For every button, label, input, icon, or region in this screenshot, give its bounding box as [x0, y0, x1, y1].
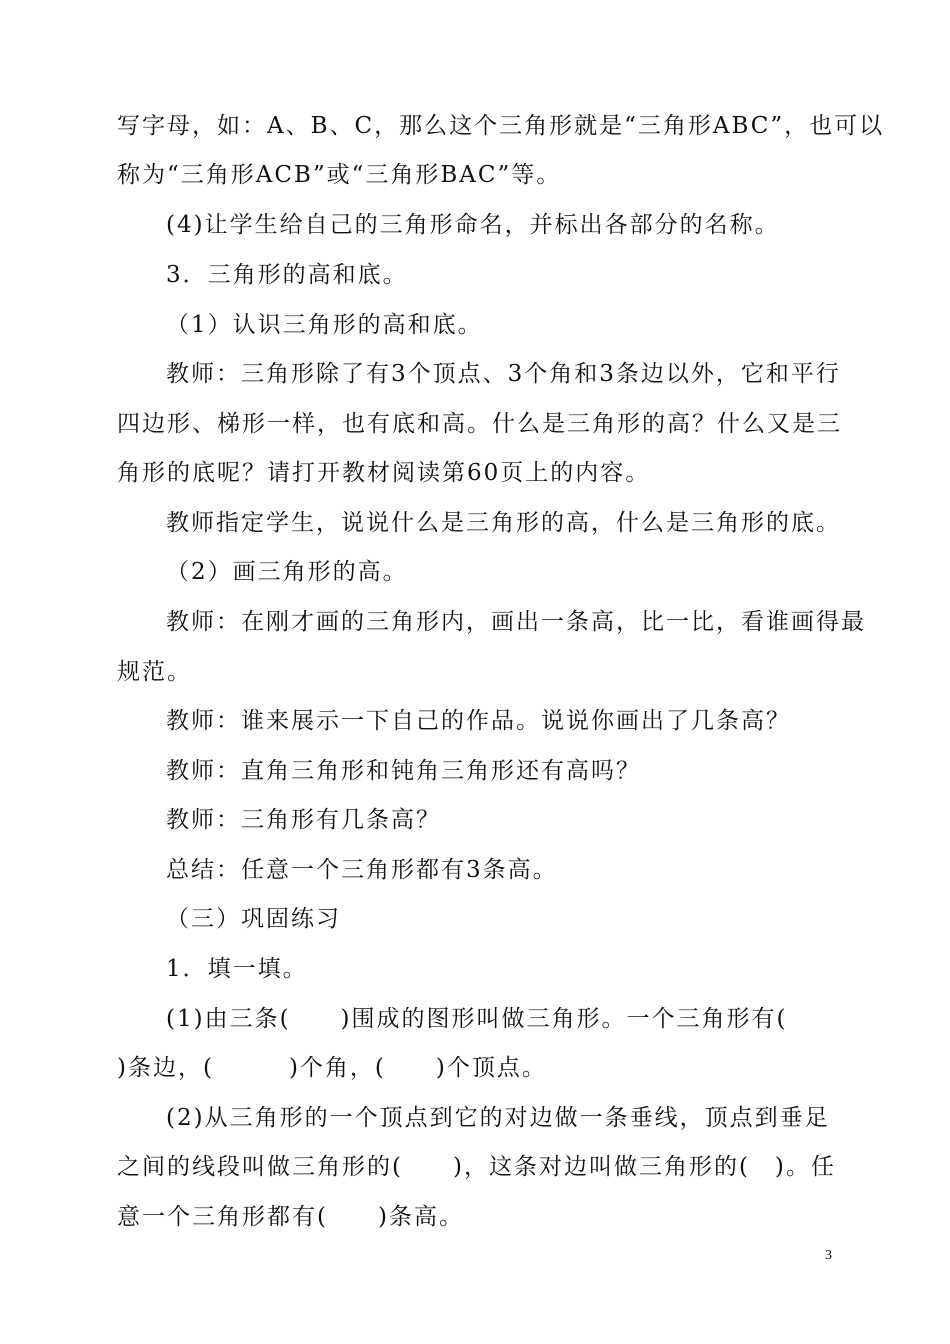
- text-line: 总结：任意一个三角形都有3条高。: [166, 857, 558, 883]
- text-line: 四边形、梯形一样，也有底和高。什么是三角形的高？什么又是三: [117, 411, 842, 437]
- text-line: 写字母，如：A、B、C，那么这个三角形就是“三角形ABC”，也可以: [117, 113, 885, 139]
- exercise-line: (2)从三角形的一个顶点到它的对边做一条垂线，顶点到垂足: [166, 1105, 830, 1131]
- subsection-heading: （1）认识三角形的高和底。: [166, 312, 483, 338]
- text-line: (4)让学生给自己的三角形命名，并标出各部分的名称。: [166, 212, 780, 238]
- exercise-line: )条边，( )个角，( )个顶点。: [117, 1055, 547, 1081]
- section-heading: （三）巩固练习: [166, 906, 341, 932]
- exercise-line: (1)由三条( )围成的图形叫做三角形。一个三角形有(: [166, 1006, 788, 1032]
- exercise-line: 意一个三角形都有( )条高。: [117, 1204, 464, 1230]
- section-heading: 3．三角形的高和底。: [166, 262, 408, 288]
- text-line: 教师指定学生，说说什么是三角形的高，什么是三角形的底。: [166, 510, 841, 536]
- exercise-heading: 1．填一填。: [166, 956, 308, 982]
- text-line: 教师：三角形除了有3个顶点、3个角和3条边以外，它和平行: [166, 361, 841, 387]
- text-line: 教师：直角三角形和钝角三角形还有高吗？: [166, 758, 641, 784]
- text-line: 规范。: [117, 659, 192, 685]
- exercise-line: 之间的线段叫做三角形的( )，这条对边叫做三角形的( )。任: [117, 1154, 836, 1180]
- text-line: 教师：在刚才画的三角形内，画出一条高，比一比，看谁画得最: [166, 609, 866, 635]
- text-line: 教师：三角形有几条高？: [166, 807, 441, 833]
- text-line: 教师：谁来展示一下自己的作品。说说你画出了几条高？: [166, 708, 791, 734]
- page-number: 3: [825, 1248, 832, 1263]
- text-line: 角形的底呢？请打开教材阅读第60页上的内容。: [117, 460, 651, 486]
- text-line: 称为“三角形ACB”或“三角形BAC”等。: [117, 162, 562, 188]
- subsection-heading: （2）画三角形的高。: [166, 559, 408, 585]
